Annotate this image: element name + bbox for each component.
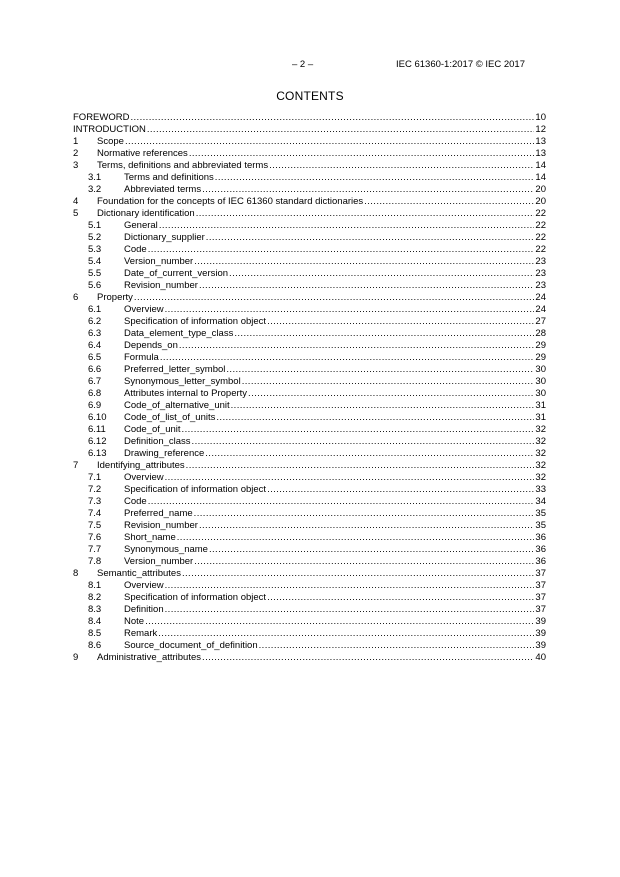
toc-dot-leader bbox=[202, 652, 534, 664]
toc-entry-page: 24 bbox=[535, 304, 546, 315]
toc-entry[interactable] bbox=[73, 352, 546, 364]
toc-entry-number: 6.5 bbox=[88, 352, 102, 363]
toc-entry[interactable] bbox=[73, 604, 546, 616]
toc-entry-page: 22 bbox=[535, 208, 546, 219]
toc-entry-label: Foundation for the concepts of IEC 61360 standard dictionaries bbox=[97, 196, 364, 207]
toc-entry[interactable] bbox=[73, 460, 546, 472]
toc-entry-number: 7 bbox=[73, 460, 79, 471]
toc-entry-number: 5.2 bbox=[88, 232, 102, 243]
toc-entry-label: Overview bbox=[124, 472, 164, 483]
toc-entry-page: 39 bbox=[535, 640, 546, 651]
toc-entry-label: Administrative_attributes bbox=[97, 652, 202, 663]
toc-entry-page: 20 bbox=[535, 196, 546, 207]
toc-entry-page: 36 bbox=[535, 532, 546, 543]
toc-entry[interactable] bbox=[73, 532, 546, 544]
toc-entry-number: 6 bbox=[73, 292, 79, 303]
toc-entry-label: Dictionary identification bbox=[97, 208, 195, 219]
toc-entry-label: Specification of information object bbox=[124, 484, 267, 495]
toc-entry[interactable] bbox=[73, 412, 546, 424]
toc-entry-label: Remark bbox=[124, 628, 158, 639]
toc-entry-label: Specification of information object bbox=[124, 592, 267, 603]
toc-dot-leader bbox=[159, 220, 535, 232]
toc-entry-label: Version_number bbox=[124, 256, 194, 267]
toc-entry[interactable] bbox=[73, 568, 546, 580]
toc-entry[interactable] bbox=[73, 388, 546, 400]
toc-dot-leader bbox=[234, 328, 534, 340]
toc-entry[interactable] bbox=[73, 148, 546, 160]
toc-entry-label: Code bbox=[124, 244, 147, 255]
toc-dot-leader bbox=[165, 580, 535, 592]
toc-entry-page: 31 bbox=[535, 400, 546, 411]
toc-entry-label: Synonymous_letter_symbol bbox=[124, 376, 241, 387]
toc-entry-page: 24 bbox=[535, 292, 546, 303]
toc-entry-page: 12 bbox=[535, 124, 546, 135]
toc-dot-leader bbox=[269, 160, 534, 172]
toc-entry-number: 7.3 bbox=[88, 496, 102, 507]
toc-entry-number: 5.1 bbox=[88, 220, 102, 231]
toc-entry-page: 31 bbox=[535, 412, 546, 423]
toc-entry-page: 28 bbox=[535, 328, 546, 339]
toc-entry-number: 8 bbox=[73, 568, 79, 579]
toc-entry-page: 10 bbox=[535, 112, 546, 123]
toc-entry-page: 29 bbox=[535, 352, 546, 363]
toc-entry[interactable] bbox=[73, 292, 546, 304]
toc-entry-number: 6.2 bbox=[88, 316, 102, 327]
toc-entry-page: 37 bbox=[535, 592, 546, 603]
toc-entry-page: 32 bbox=[535, 448, 546, 459]
toc-entry-label: Synonymous_name bbox=[124, 544, 208, 555]
toc-entry[interactable] bbox=[73, 340, 546, 352]
toc-entry[interactable] bbox=[73, 220, 546, 232]
toc-entry[interactable] bbox=[73, 544, 546, 556]
toc-entry-label: Identifying_attributes bbox=[97, 460, 185, 471]
toc-entry[interactable] bbox=[73, 196, 546, 208]
toc-entry[interactable] bbox=[73, 520, 546, 532]
toc-entry[interactable] bbox=[73, 316, 546, 328]
toc-entry-page: 23 bbox=[535, 268, 546, 279]
toc-entry[interactable] bbox=[73, 172, 546, 184]
toc-entry[interactable] bbox=[73, 400, 546, 412]
toc-entry-number: 9 bbox=[73, 652, 79, 663]
toc-entry[interactable] bbox=[73, 112, 546, 124]
toc-entry-number: 6.13 bbox=[88, 448, 107, 459]
toc-entry[interactable] bbox=[73, 472, 546, 484]
toc-entry-number: 6.3 bbox=[88, 328, 102, 339]
toc-dot-leader bbox=[229, 268, 534, 280]
toc-dot-leader bbox=[199, 520, 534, 532]
toc-entry-label: Code_of_list_of_units bbox=[124, 412, 216, 423]
toc-entry-page: 36 bbox=[535, 556, 546, 567]
toc-entry[interactable] bbox=[73, 640, 546, 652]
toc-dot-leader bbox=[194, 556, 534, 568]
toc-entry-label: Code_of_alternative_unit bbox=[124, 400, 230, 411]
toc-entry-label: Normative references bbox=[97, 148, 188, 159]
toc-dot-leader bbox=[125, 136, 534, 148]
toc-dot-leader bbox=[189, 148, 535, 160]
toc-dot-leader bbox=[242, 376, 535, 388]
toc-entry[interactable] bbox=[73, 592, 546, 604]
toc-entry-label: Scope bbox=[97, 136, 124, 147]
table-of-contents bbox=[73, 112, 546, 664]
toc-entry-page: 33 bbox=[535, 484, 546, 495]
toc-entry-label: Semantic_attributes bbox=[97, 568, 181, 579]
toc-entry-page: 23 bbox=[535, 280, 546, 291]
toc-entry-page: 14 bbox=[535, 160, 546, 171]
toc-entry-label: Version_number bbox=[124, 556, 194, 567]
toc-entry-page: 13 bbox=[535, 148, 546, 159]
toc-entry-number: 7.2 bbox=[88, 484, 102, 495]
toc-entry-page: 22 bbox=[535, 232, 546, 243]
toc-dot-leader bbox=[160, 352, 535, 364]
toc-entry-label: Abbreviated terms bbox=[124, 184, 202, 195]
toc-entry-number: 5.5 bbox=[88, 268, 102, 279]
toc-entry-page: 20 bbox=[535, 184, 546, 195]
toc-dot-leader bbox=[130, 112, 534, 124]
toc-entry-page: 36 bbox=[535, 544, 546, 555]
toc-entry[interactable] bbox=[73, 232, 546, 244]
toc-entry[interactable] bbox=[73, 244, 546, 256]
toc-entry-label: Short_name bbox=[124, 532, 176, 543]
toc-dot-leader bbox=[259, 640, 535, 652]
toc-entry-label: Revision_number bbox=[124, 520, 198, 531]
toc-entry-label: FOREWORD bbox=[73, 112, 130, 123]
toc-entry-number: 7.7 bbox=[88, 544, 102, 555]
toc-dot-leader bbox=[177, 532, 535, 544]
toc-entry-page: 37 bbox=[535, 568, 546, 579]
toc-entry[interactable] bbox=[73, 616, 546, 628]
toc-dot-leader bbox=[199, 280, 534, 292]
toc-entry-label: Terms, definitions and abbreviated terms bbox=[97, 160, 269, 171]
toc-entry[interactable] bbox=[73, 208, 546, 220]
toc-entry-label: Date_of_current_version bbox=[124, 268, 229, 279]
toc-entry[interactable] bbox=[73, 328, 546, 340]
toc-entry[interactable] bbox=[73, 484, 546, 496]
toc-entry-page: 32 bbox=[535, 472, 546, 483]
toc-entry[interactable] bbox=[73, 376, 546, 388]
toc-entry-number: 6.11 bbox=[88, 424, 106, 435]
toc-entry-label: Note bbox=[124, 616, 145, 627]
toc-dot-leader bbox=[209, 544, 534, 556]
toc-entry-page: 39 bbox=[535, 616, 546, 627]
toc-entry-number: 6.6 bbox=[88, 364, 102, 375]
toc-entry-number: 8.5 bbox=[88, 628, 102, 639]
toc-entry[interactable] bbox=[73, 124, 546, 136]
toc-entry-page: 27 bbox=[535, 316, 546, 327]
toc-entry-number: 8.6 bbox=[88, 640, 102, 651]
toc-entry-label: Specification of information object bbox=[124, 316, 267, 327]
toc-entry-number: 1 bbox=[73, 136, 79, 147]
toc-entry-number: 7.4 bbox=[88, 508, 102, 519]
toc-entry-number: 2 bbox=[73, 148, 79, 159]
toc-dot-leader bbox=[267, 316, 534, 328]
toc-entry-page: 37 bbox=[535, 580, 546, 591]
toc-dot-leader bbox=[134, 292, 535, 304]
toc-dot-leader bbox=[194, 508, 535, 520]
toc-entry[interactable] bbox=[73, 496, 546, 508]
toc-entry[interactable] bbox=[73, 136, 546, 148]
toc-entry-page: 34 bbox=[535, 496, 546, 507]
toc-entry-number: 6.1 bbox=[88, 304, 102, 315]
page-number-header: – 2 – bbox=[292, 59, 314, 70]
toc-entry[interactable] bbox=[73, 508, 546, 520]
toc-dot-leader bbox=[267, 484, 534, 496]
toc-entry-label: Dictionary_supplier bbox=[124, 232, 205, 243]
toc-entry[interactable] bbox=[73, 448, 546, 460]
toc-entry-page: 32 bbox=[535, 424, 546, 435]
toc-entry[interactable] bbox=[73, 256, 546, 268]
toc-entry-label: Definition_class bbox=[124, 436, 191, 447]
toc-entry-number: 3.1 bbox=[88, 172, 102, 183]
toc-dot-leader bbox=[267, 592, 534, 604]
toc-entry-label: Drawing_reference bbox=[124, 448, 205, 459]
toc-entry-label: Depends_on bbox=[124, 340, 178, 351]
toc-entry-label: Code_of_unit bbox=[124, 424, 181, 435]
toc-entry-label: Source_document_of_definition bbox=[124, 640, 258, 651]
toc-entry-page: 22 bbox=[535, 244, 546, 255]
toc-dot-leader bbox=[186, 460, 535, 472]
toc-entry-number: 5.3 bbox=[88, 244, 102, 255]
toc-entry-label: Overview bbox=[124, 580, 164, 591]
toc-entry-number: 6.9 bbox=[88, 400, 102, 411]
toc-entry[interactable] bbox=[73, 160, 546, 172]
toc-dot-leader bbox=[179, 340, 535, 352]
toc-entry-label: Code bbox=[124, 496, 147, 507]
toc-entry-label: Property bbox=[97, 292, 133, 303]
toc-entry-number: 7.8 bbox=[88, 556, 102, 567]
toc-entry-label: Terms and definitions bbox=[124, 172, 214, 183]
toc-dot-leader bbox=[226, 364, 534, 376]
toc-entry-label: Definition bbox=[124, 604, 164, 615]
toc-dot-leader bbox=[202, 184, 534, 196]
toc-entry-number: 6.8 bbox=[88, 388, 102, 399]
toc-entry-number: 3 bbox=[73, 160, 79, 171]
toc-dot-leader bbox=[148, 496, 535, 508]
toc-entry[interactable] bbox=[73, 364, 546, 376]
toc-entry-label: General bbox=[124, 220, 158, 231]
toc-entry-number: 4 bbox=[73, 196, 79, 207]
toc-entry-label: Data_element_type_class bbox=[124, 328, 234, 339]
toc-entry-number: 5.4 bbox=[88, 256, 102, 267]
toc-entry-number: 3.2 bbox=[88, 184, 102, 195]
toc-dot-leader bbox=[205, 448, 534, 460]
toc-entry-number: 6.7 bbox=[88, 376, 102, 387]
toc-dot-leader bbox=[147, 124, 535, 136]
toc-entry-label: Overview bbox=[124, 304, 164, 315]
toc-entry[interactable] bbox=[73, 556, 546, 568]
toc-entry-number: 8.1 bbox=[88, 580, 102, 591]
toc-dot-leader bbox=[231, 400, 535, 412]
toc-entry-page: 30 bbox=[535, 376, 546, 387]
toc-entry-page: 30 bbox=[535, 388, 546, 399]
toc-dot-leader bbox=[182, 424, 535, 436]
toc-entry-page: 39 bbox=[535, 628, 546, 639]
toc-entry-number: 8.4 bbox=[88, 616, 102, 627]
toc-dot-leader bbox=[194, 256, 534, 268]
toc-entry-page: 30 bbox=[535, 364, 546, 375]
toc-entry-page: 13 bbox=[535, 136, 546, 147]
toc-entry-number: 8.2 bbox=[88, 592, 102, 603]
toc-entry-number: 8.3 bbox=[88, 604, 102, 615]
toc-entry-page: 22 bbox=[535, 220, 546, 231]
toc-entry-label: Attributes internal to Property bbox=[124, 388, 248, 399]
toc-dot-leader bbox=[215, 172, 535, 184]
toc-dot-leader bbox=[216, 412, 534, 424]
toc-entry-label: Formula bbox=[124, 352, 159, 363]
toc-entry-number: 7.6 bbox=[88, 532, 102, 543]
toc-dot-leader bbox=[165, 604, 535, 616]
toc-entry-page: 35 bbox=[535, 508, 546, 519]
toc-entry-page: 37 bbox=[535, 604, 546, 615]
toc-entry-page: 32 bbox=[535, 436, 546, 447]
toc-dot-leader bbox=[248, 388, 534, 400]
toc-entry-page: 14 bbox=[535, 172, 546, 183]
page-title: CONTENTS bbox=[276, 89, 344, 103]
toc-dot-leader bbox=[206, 232, 535, 244]
toc-dot-leader bbox=[165, 472, 535, 484]
toc-entry-number: 7.5 bbox=[88, 520, 102, 531]
toc-entry[interactable] bbox=[73, 304, 546, 316]
toc-entry-label: Revision_number bbox=[124, 280, 198, 291]
toc-dot-leader bbox=[158, 628, 534, 640]
toc-entry-number: 6.4 bbox=[88, 340, 102, 351]
toc-entry-label: INTRODUCTION bbox=[73, 124, 146, 135]
toc-entry[interactable] bbox=[73, 424, 546, 436]
toc-entry-page: 35 bbox=[535, 520, 546, 531]
toc-dot-leader bbox=[364, 196, 534, 208]
toc-dot-leader bbox=[196, 208, 535, 220]
toc-entry-number: 6.12 bbox=[88, 436, 107, 447]
toc-entry-number: 6.10 bbox=[88, 412, 107, 423]
toc-entry-number: 5 bbox=[73, 208, 79, 219]
toc-entry[interactable] bbox=[73, 280, 546, 292]
toc-dot-leader bbox=[148, 244, 535, 256]
toc-entry-page: 32 bbox=[535, 460, 546, 471]
toc-entry[interactable] bbox=[73, 580, 546, 592]
toc-entry-number: 5.6 bbox=[88, 280, 102, 291]
toc-dot-leader bbox=[165, 304, 535, 316]
toc-entry[interactable] bbox=[73, 436, 546, 448]
toc-dot-leader bbox=[182, 568, 534, 580]
toc-entry-page: 23 bbox=[535, 256, 546, 267]
toc-entry-label: Preferred_letter_symbol bbox=[124, 364, 226, 375]
toc-entry-page: 40 bbox=[535, 652, 546, 663]
toc-entry[interactable] bbox=[73, 184, 546, 196]
toc-dot-leader bbox=[145, 616, 534, 628]
toc-entry[interactable] bbox=[73, 628, 546, 640]
standard-reference-header: IEC 61360-1:2017 © IEC 2017 bbox=[396, 59, 526, 70]
toc-entry-number: 7.1 bbox=[88, 472, 102, 483]
toc-entry-page: 29 bbox=[535, 340, 546, 351]
toc-entry[interactable] bbox=[73, 268, 546, 280]
toc-entry-label: Preferred_name bbox=[124, 508, 193, 519]
toc-entry[interactable] bbox=[73, 652, 546, 664]
toc-dot-leader bbox=[192, 436, 535, 448]
